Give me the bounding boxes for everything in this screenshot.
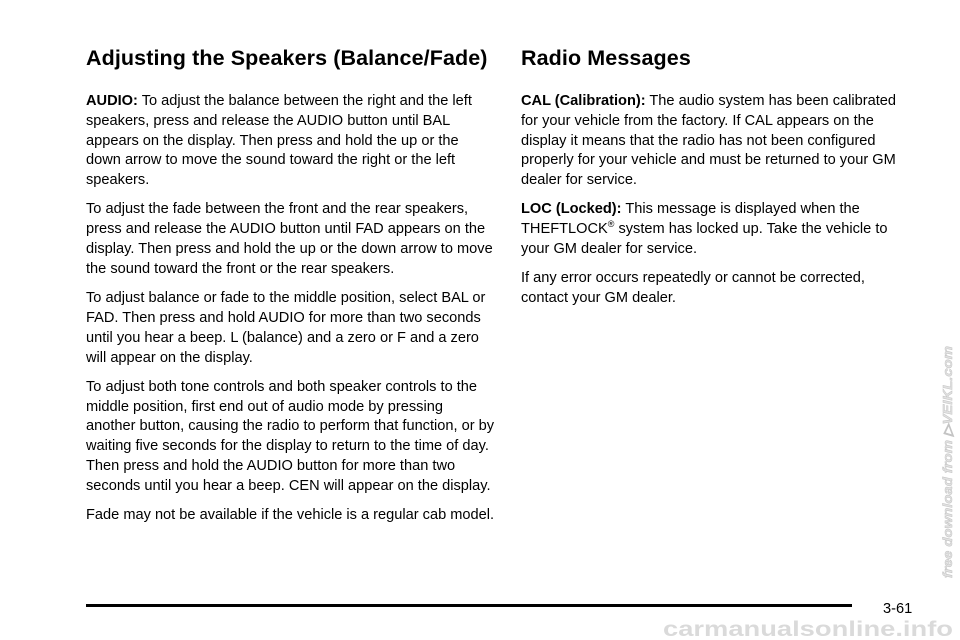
- section-heading-radio-messages: Radio Messages: [521, 46, 691, 70]
- paragraph-middle-position: To adjust balance or fade to the middle position, select BAL or FAD. Then press and hold AUDIO for more than two seconds until you hear a beep. L (balance) and a zero or F and a zero will appear on the display.: [86, 290, 486, 366]
- watermark-text: free download from ▷VEIKL.com: [941, 382, 955, 578]
- locked-description-start: This message is displayed when the THEFTLOCK: [521, 201, 860, 238]
- paragraph-calibration: [521, 92, 916, 191]
- section-heading-balance-fade: Adjusting the Speakers (Balance/Fade): [86, 46, 488, 70]
- page-number: 3-61: [883, 601, 913, 617]
- paragraph-cab-model: Fade may not be available if the vehicle is a regular cab model.: [86, 507, 495, 524]
- locked-description-end: system has locked up. Take the vehicle to your GM dealer for service.: [521, 221, 888, 258]
- term-locked: LOC (Locked):: [521, 201, 622, 218]
- paragraph-fade: To adjust the fade between the front and the rear speakers, press and release the AUDIO button until FAD appears on the display. Then press and hold the up or the down arrow to move the sound toward the front or the rear speakers.: [86, 201, 493, 277]
- left-column: [86, 44, 496, 535]
- paragraph-tone-controls: To adjust both tone controls and both speaker controls to the middle position, first end out of audio mode by pressing another button, causing the radio to perform that function, or by waiting five seconds for the display to return to the time of day. Then press and hold the AUDIO button for more than two seconds until you hear a beep. CEN will appear on the display.: [86, 378, 495, 494]
- audio-description: To adjust the balance between the right and the left speakers, press and release the AUDIO button until BAL appears on the display. Then press and hold the up or the down arrow to move the sound toward the right or the left speakers.: [86, 93, 472, 189]
- term-calibration: CAL (Calibration):: [521, 93, 646, 109]
- right-column: [521, 44, 916, 318]
- footer-rule: [86, 604, 852, 607]
- site-watermark-text: carmanualsonline.info: [663, 618, 953, 640]
- registered-mark: ®: [607, 219, 615, 230]
- site-watermark: [0, 616, 960, 640]
- paragraph-error: If any error occurs repeatedly or cannot be corrected, contact your GM dealer.: [521, 270, 865, 307]
- paragraph-locked: [521, 200, 916, 259]
- calibration-description: The audio system has been calibrated for your vehicle from the factory. If CAL appears on the display it means that the radio has not been configured properly for your vehicle and must be returned to your GM dealer for service.: [521, 93, 897, 189]
- veikl-watermark: [925, 340, 960, 580]
- paragraph-audio: [86, 92, 496, 191]
- term-audio: AUDIO:: [86, 93, 138, 109]
